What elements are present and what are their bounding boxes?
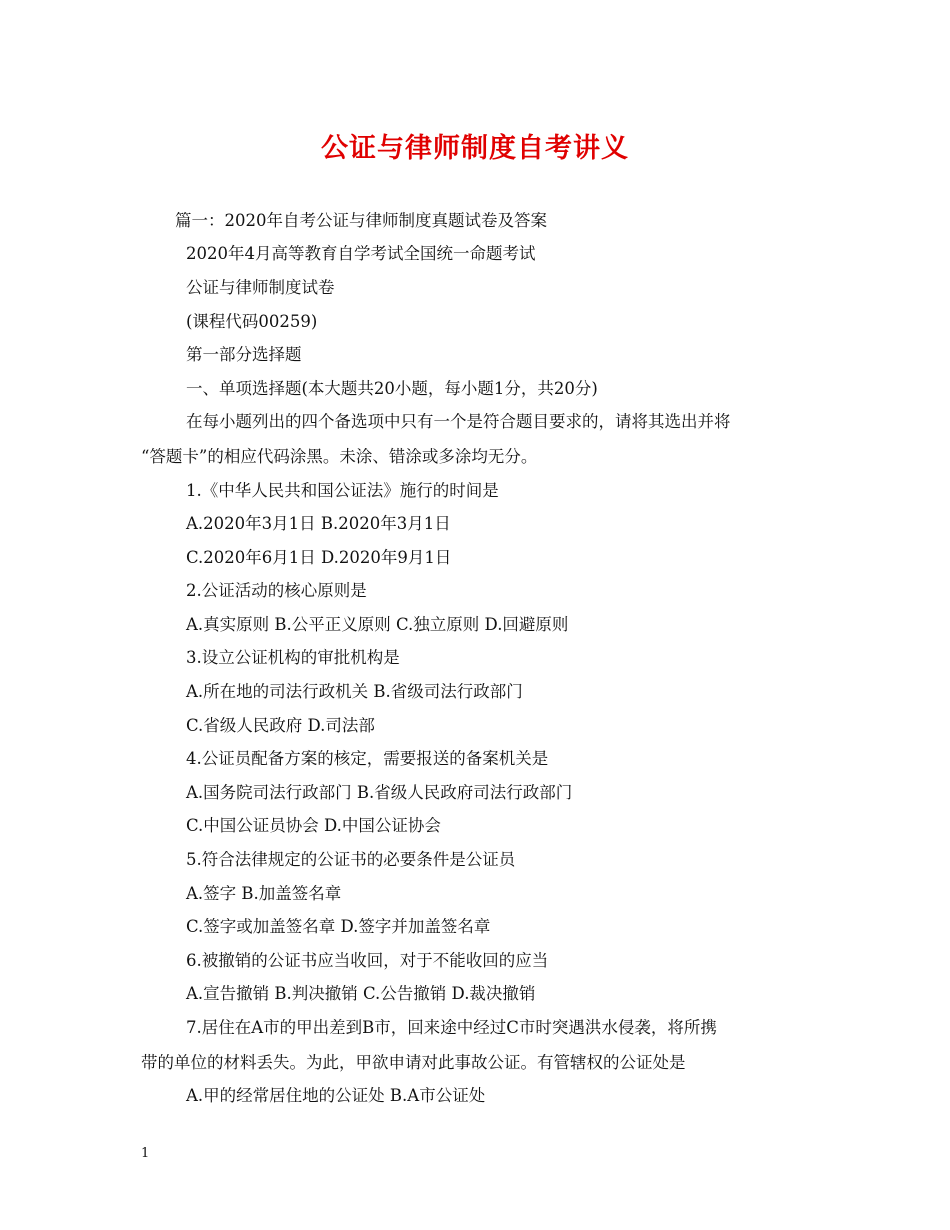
text-line: 公证与律师制度试卷: [186, 278, 335, 297]
text-line: 第一部分选择题: [186, 345, 302, 364]
text-line: 1.《中华人民共和国公证法》施行的时间是: [186, 481, 499, 500]
text-line: C.省级人民政府 D.司法部: [186, 716, 375, 735]
text-line: A.2020年3月1日 B.2020年3月1日: [186, 514, 451, 533]
text-line: 篇一：2020年自考公证与律师制度真题试卷及答案: [175, 211, 547, 230]
text-line: A.真实原则 B.公平正义原则 C.独立原则 D.回避原则: [186, 615, 569, 634]
text-line: C.中国公证员协会 D.中国公证协会: [186, 816, 441, 835]
text-line: 5.符合法律规定的公证书的必要条件是公证员: [186, 850, 516, 869]
text-line: 2.公证活动的核心原则是: [186, 581, 367, 600]
document-title: 公证与律师制度自考讲义: [321, 133, 629, 164]
text-line: C.2020年6月1日 D.2020年9月1日: [186, 548, 452, 567]
text-line: 一、单项选择题(本大题共20小题，每小题1分，共20分): [186, 379, 598, 398]
text-line: 带的单位的材料丢失。为此，甲欲申请对此事故公证。有管辖权的公证处是: [141, 1053, 686, 1072]
text-line: C.签字或加盖签名章 D.签字并加盖签名章: [186, 917, 491, 936]
text-line: “答题卡”的相应代码涂黑。未涂、错涂或多涂均无分。: [141, 447, 538, 466]
text-line: A.宣告撤销 B.判决撤销 C.公告撤销 D.裁决撤销: [186, 984, 536, 1003]
text-line: A.甲的经常居住地的公证处 B.A市公证处: [186, 1086, 486, 1105]
text-line: 在每小题列出的四个备选项中只有一个是符合题目要求的，请将其选出并将: [186, 412, 731, 431]
text-line: A.国务院司法行政部门 B.省级人民政府司法行政部门: [186, 783, 573, 802]
text-line: A.签字 B.加盖签名章: [186, 884, 342, 903]
text-line: A.所在地的司法行政机关 B.省级司法行政部门: [186, 682, 523, 701]
text-line: (课程代码00259): [186, 312, 318, 331]
text-line: 4.公证员配备方案的核定，需要报送的备案机关是: [186, 749, 549, 768]
text-line: 3.设立公证机构的审批机构是: [186, 648, 400, 667]
text-line: 7.居住在A市的甲出差到B市，回来途中经过C市时突遇洪水侵袭，将所携: [186, 1018, 717, 1037]
text-line: 2020年4月高等教育自学考试全国统一命题考试: [186, 244, 536, 263]
page-number: 1: [141, 1146, 150, 1161]
text-line: 6.被撤销的公证书应当收回，对于不能收回的应当: [186, 951, 549, 970]
